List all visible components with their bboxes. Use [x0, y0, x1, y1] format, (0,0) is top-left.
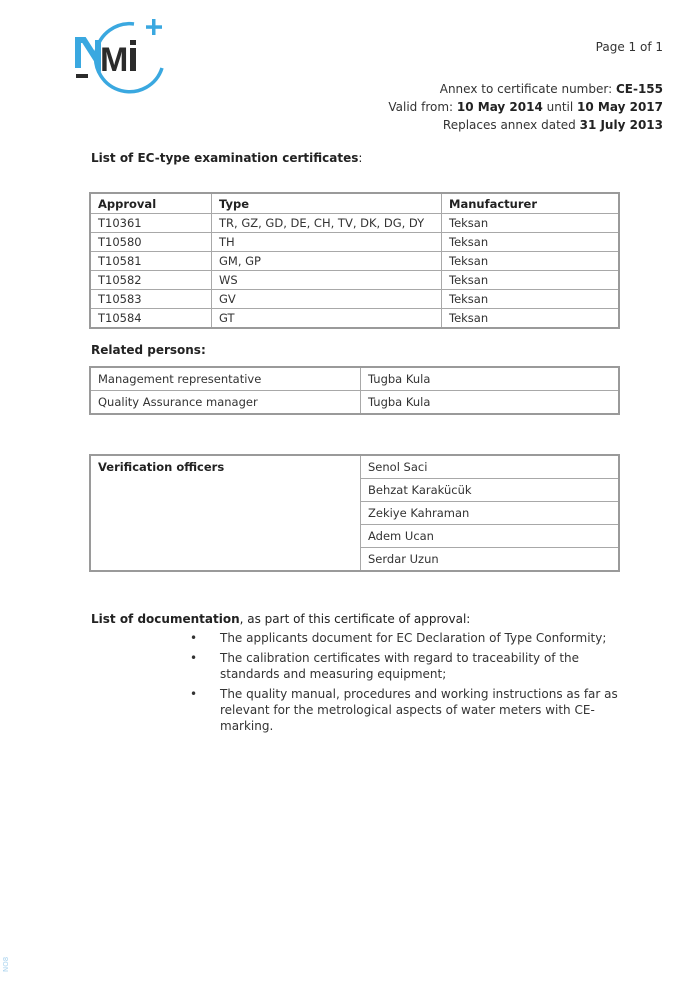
person-cell: Tugba Kula: [361, 391, 620, 415]
certificates-title-suffix: :: [358, 151, 363, 165]
approval-cell: T10361: [90, 214, 212, 233]
officer-cell: Adem Ucan: [361, 525, 620, 548]
list-item: [190, 650, 630, 682]
certificates-table: [89, 192, 620, 329]
verification-officers-table: [89, 454, 620, 572]
related-persons-title: Related persons:: [91, 343, 206, 357]
list-item-text: The calibration certificates with regard to traceability of the standards and measuring equipment;: [220, 651, 580, 681]
column-header-type: Type: [212, 193, 442, 214]
documentation-list: [190, 630, 630, 738]
table-header-row: [90, 193, 619, 214]
type-cell: TH: [212, 233, 442, 252]
table-row: [90, 391, 619, 415]
table-row: [90, 271, 619, 290]
documentation-title-bold: List of documentation: [91, 612, 240, 626]
nmi-logo: [74, 16, 170, 94]
page-number: Page 1 of 1: [595, 40, 663, 54]
list-item-text: The quality manual, procedures and working instructions as far as relevant for the metrological aspects of water meters with CE-marking.: [220, 687, 618, 733]
type-cell: GM, GP: [212, 252, 442, 271]
documentation-title-rest: , as part of this certificate of approval:: [239, 612, 471, 626]
table-row: [90, 252, 619, 271]
bullet-icon: •: [190, 631, 198, 645]
table-row: [90, 455, 619, 479]
replaces-date: 31 July 2013: [579, 118, 663, 132]
officer-cell: Zekiye Kahraman: [361, 502, 620, 525]
related-persons-table: [89, 366, 620, 415]
table-row: [90, 290, 619, 309]
column-header-manufacturer: Manufacturer: [442, 193, 620, 214]
role-cell: Management representative: [90, 367, 361, 391]
svg-text:M: M: [100, 41, 129, 79]
type-cell: GT: [212, 309, 442, 329]
side-mark: NO8: [2, 956, 10, 972]
replaces-label: Replaces annex dated: [442, 118, 580, 132]
table-row: [90, 367, 619, 391]
approval-cell: T10582: [90, 271, 212, 290]
person-cell: Tugba Kula: [361, 367, 620, 391]
certificates-title-text: List of EC-type examination certificates: [91, 151, 359, 165]
manufacturer-cell: Teksan: [442, 271, 620, 290]
verification-officers-label: Verification officers: [90, 455, 361, 571]
certificates-title: [91, 151, 362, 165]
type-cell: TR, GZ, GD, DE, CH, TV, DK, DG, DY: [212, 214, 442, 233]
documentation-title: [91, 612, 470, 626]
annex-label: Annex to certificate number:: [439, 82, 616, 96]
valid-from-date: 10 May 2014: [456, 100, 543, 114]
type-cell: WS: [212, 271, 442, 290]
manufacturer-cell: Teksan: [442, 214, 620, 233]
certificate-number: CE-155: [615, 82, 663, 96]
annex-replaces-line: [388, 116, 663, 134]
approval-cell: T10583: [90, 290, 212, 309]
annex-info: [388, 80, 663, 134]
approval-cell: T10584: [90, 309, 212, 329]
valid-from-label: Valid from:: [388, 100, 457, 114]
until-label: until: [542, 100, 578, 114]
table-row: [90, 309, 619, 329]
column-header-approval: Approval: [90, 193, 212, 214]
table-row: [90, 214, 619, 233]
manufacturer-cell: Teksan: [442, 290, 620, 309]
type-cell: GV: [212, 290, 442, 309]
approval-cell: T10580: [90, 233, 212, 252]
table-row: [90, 233, 619, 252]
officer-cell: Serdar Uzun: [361, 548, 620, 572]
role-cell: Quality Assurance manager: [90, 391, 361, 415]
manufacturer-cell: Teksan: [442, 233, 620, 252]
nmi-logo-icon: [74, 16, 170, 94]
list-item-text: The applicants document for EC Declaration of Type Conformity;: [220, 631, 607, 645]
valid-until-date: 10 May 2017: [577, 100, 663, 114]
bullet-icon: •: [190, 651, 198, 665]
annex-validity-line: [388, 98, 663, 116]
manufacturer-cell: Teksan: [442, 309, 620, 329]
annex-certificate-line: [388, 80, 663, 98]
bullet-icon: •: [190, 687, 198, 701]
officer-cell: Senol Saci: [361, 455, 620, 479]
officer-cell: Behzat Karakücük: [361, 479, 620, 502]
list-item: [190, 630, 630, 646]
list-item: [190, 686, 630, 734]
manufacturer-cell: Teksan: [442, 252, 620, 271]
approval-cell: T10581: [90, 252, 212, 271]
